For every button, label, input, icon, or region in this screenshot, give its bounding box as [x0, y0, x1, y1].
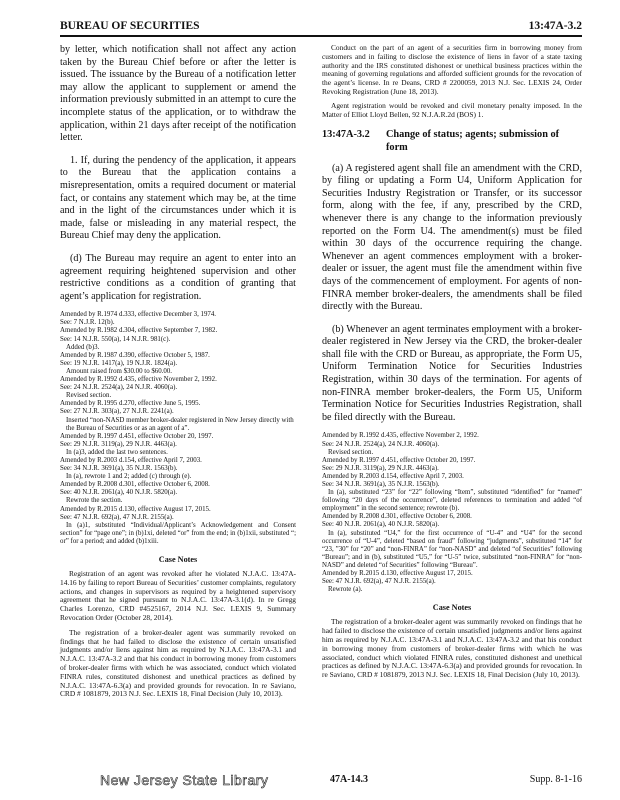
- running-header: [60, 14, 582, 37]
- history-line: In (a)1, substituted “Individual/Applicant’s Acknowledgement and Consent section” for “page one”; in (b)1xi, deleted “or” from the end; in (b)1xii, substituted “; or” for a period; and added (b)1xiii.: [60, 521, 296, 545]
- history-line: Amended by R.1974 d.333, effective December 3, 1974.: [60, 311, 217, 319]
- history-line: Rewrote (a).: [328, 586, 363, 594]
- right-column: [322, 44, 582, 680]
- history-line: See: 40 N.J.R. 2061(a), 40 N.J.R. 5820(a).: [322, 521, 440, 529]
- history-notes-right: [322, 432, 582, 594]
- case-note: Conduct on the part of an agent of a securities firm in borrowing money from customers and in failing to disclose the existence of liens in favor of a state taxing authority and the IRS constituted dishonest or unethical business practices within the meaning of governing regulations and afforded sufficient grounds for the revocation of the agent’s license. In re Deans, CRD # 2200059, 2013 N.J. Sec. LEXIS 24, Order Revoking Registration (June 18, 2013).: [322, 43, 582, 96]
- history-line: See: 27 N.J.R. 303(a), 27 N.J.R. 2241(a).: [60, 408, 174, 416]
- section-heading: [322, 129, 582, 154]
- history-line: In (a), substituted “23” for “22” following “Item”, substituted “identified” for “named” following “20 days of the occurrence”, deleted references to termination and added “of employment” in the second sentence; rewrote (b).: [322, 489, 582, 513]
- case-note: The registration of a broker-dealer agent was summarily revoked on findings that he had failed to disclose the existence of certain unsatisfied judgments and/or liens against him as required by N.J.A.C. 13:47A-3.1 and N.J.A.C. 13:47A-3.2 and that his conduct in borrowing money from customers of broker-dealer firms with which he was associated, conduct which violated FINRA rules, constituted dishonest and unethical practices as defined by N.J.A.C. 13:47A-6.3(a) and provided grounds for revocation. In re Saviano, CRD # 1081879, 2013 N.J. Sec. LEXIS 18, Final Decision (July 10, 2013).: [322, 617, 582, 680]
- paragraph-d: (d) The Bureau may require an agent to enter into an agreement requiring heightened supervision and other restrictive conditions as a condition of granting that agent’s application for registration.: [60, 252, 296, 302]
- case-notes-heading: Case Notes: [158, 555, 198, 564]
- case-notes-heading: Case Notes: [432, 603, 472, 613]
- history-line: Amended by R.2003 d.154, effective April 7, 2003.: [322, 472, 464, 480]
- paragraph-continuation: by letter, which notification shall not affect any action taken by the Bureau Chief before or after the letter is issued. The issuance by the Bureau of a notification letter may allow the applicant to supplement or amend the information previously submitted in an attempt to cure the incomplete status of the application, or to withdraw the application, within 21 days after receipt of the notification letter.: [60, 44, 296, 144]
- history-line: See: 47 N.J.R. 692(a), 47 N.J.R. 2155(a).: [60, 513, 174, 521]
- history-line: Revised section.: [328, 448, 374, 456]
- history-line: Amended by R.2015 d.130, effective August 17, 2015.: [60, 505, 211, 513]
- history-line: Amended by R.2008 d.301, effective October 6, 2008.: [60, 481, 210, 489]
- paragraph-c1: 1. If, during the pendency of the application, it appears to the Bureau that the application contains a misrepresentation, omits a required document or material fact, or contains any statement which may be, at the time and in the light of the circumstances under which it is made, false or misleading in any material respect, the Bureau Chief may deny the application.: [60, 154, 296, 242]
- history-line: Amount raised from $30.00 to $60.00.: [66, 367, 173, 375]
- page-footer: [60, 772, 582, 788]
- history-line: See: 29 N.J.R. 3119(a), 29 N.J.R. 4463(a).: [322, 464, 439, 472]
- header-chapter-title: BUREAU OF SECURITIES: [60, 20, 200, 32]
- left-column: [60, 44, 296, 699]
- section-number: 13:47A-3.2: [322, 129, 370, 141]
- history-line: Amended by R.1997 d.451, effective October 20, 1997.: [60, 432, 214, 440]
- history-line: Rewrote the section.: [66, 497, 123, 505]
- history-line: In (a), substituted “U4,” for the first occurrence of “U-4” and “U4” for the second occurrence of “U-4”, deleted “based on fraud” following “judgments”, substituted “14” for “23, ”30” for “20” and “non-FINRA” for “non-NASD” and deleted “of Securities” following “Bureau”; and in (b), substituted “U5,” for “U-5” twice, substituted “non-FINRA” for “non-NASD” and deleted “of Securities” following “Bureau”.: [322, 529, 582, 569]
- case-note: Registration of an agent was revoked after he violated N.J.A.C. 13:47A-14.16 by failing to report Bureau of Securities’ customer complaints, regulatory actions, and changes in supervisors as required by a heightened supervisory agreement that he signed pursuant to N.J.A.C. 13:47A-3.1(d). In re Gregg Charles Lorenzo, CRD #4525167, 2014 N.J. Sec. LEXIS 9, Summary Revocation Order (October 28, 2014).: [60, 569, 296, 622]
- paragraph-b: (b) Whenever an agent terminates employment with a broker-dealer registered in New Jersey via the CRD, the broker-dealer shall file with the CRD or Bureau, as appropriate, the Form U5, Uniform Termination Notice for Securities Industries Registration, within 30 days of the termination. For agents of non-FINRA member broker-dealers, the Form U5, Uniform Termination Notice for Securities Industries Registration, shall be filed directly with the Bureau.: [322, 323, 582, 423]
- history-line: Amended by R.1982 d.304, effective September 7, 1982.: [60, 327, 218, 335]
- header-section-number: 13:47A-3.2: [528, 20, 582, 32]
- history-line: Amended by R.1992 d.435, effective November 2, 1992.: [322, 432, 479, 440]
- history-line: See: 7 N.J.R. 12(b).: [60, 319, 115, 327]
- history-line: See: 34 N.J.R. 3691(a), 35 N.J.R. 1563(b).: [60, 465, 178, 473]
- library-watermark: New Jersey State Library: [100, 772, 269, 788]
- history-line: See: 19 N.J.R. 1417(a), 19 N.J.R. 1824(a).: [60, 359, 178, 367]
- history-line: See: 24 N.J.R. 2524(a), 24 N.J.R. 4060(a).: [322, 440, 440, 448]
- case-note: The registration of a broker-dealer agent was summarily revoked on findings that he had failed to disclose the existence of certain unsatisfied judgments and/or liens against him as required by N.J.A.C. 13:47A-3.1 and N.J.A.C. 13:47A-3.2 and that his conduct in borrowing money from customers of broker-dealer firms with which he was associated, conduct which violated FINRA rules, constituted dishonest and unethical practices as defined by N.J.A.C. 13:47A-6.3(a) and provided grounds for revocation. In re Saviano, CRD # 1081879, 2013 N.J. Sec. LEXIS 18, Final Decision (July 10, 2013).: [60, 627, 296, 699]
- history-line: Amended by R.1995 d.270, effective June 5, 1995.: [60, 400, 201, 408]
- history-line: In (a)3, added the last two sentences.: [66, 448, 168, 456]
- history-line: In (a), rewrote 1 and 2; added (c) through (e).: [66, 473, 192, 481]
- paragraph-a: (a) A registered agent shall file an amendment with the CRD, by filing or updating a Form U4, Uniform Application for Securities Industry Registration or Transfer, or its successor form, along with the fee, if any, prescribed by the CRD, whenever there is any change to the information previously reported on the Form U4. The amendment(s) must be filed within 30 days of the occurrence requiring the change. Whenever an agent commences employment with a broker-dealer or issuer, the agent must file the amendment within five days of the commencement of employment. For agents of non-FINRA member broker-dealers, the amendments shall be filed directly with the Bureau.: [322, 162, 582, 313]
- history-line: Amended by R.2008 d.301, effective October 6, 2008.: [322, 513, 472, 521]
- section-title: Change of status; agents; submission of form: [386, 129, 560, 153]
- history-line: Amended by R.1992 d.435, effective November 2, 1992.: [60, 376, 217, 384]
- history-line: Amended by R.1997 d.451, effective October 20, 1997.: [322, 456, 476, 464]
- page-number: 47A-14.3: [330, 774, 369, 785]
- history-line: See: 14 N.J.R. 550(a), 14 N.J.R. 981(c).: [60, 335, 171, 343]
- history-line: Amended by R.1987 d.390, effective October 5, 1987.: [60, 351, 210, 359]
- history-line: See: 34 N.J.R. 3691(a), 35 N.J.R. 1563(b).: [322, 481, 440, 488]
- history-line: Added (b)3.: [66, 343, 100, 351]
- history-line: See: 29 N.J.R. 3119(a), 29 N.J.R. 4463(a).: [60, 440, 177, 448]
- history-line: Revised section.: [66, 392, 112, 400]
- history-line: Amended by R.2015 d.130, effective August 17, 2015.: [322, 570, 473, 578]
- supplement-date: Supp. 8-1-16: [529, 774, 582, 785]
- case-note: Agent registration would be revoked and civil monetary penalty imposed. In the Matter of Elliot Lloyd Bellen, 92 N.J.A.R.2d (BOS) 1.: [322, 100, 582, 119]
- history-line: See: 40 N.J.R. 2061(a), 40 N.J.R. 5820(a).: [60, 489, 178, 497]
- history-line: Inserted “non-NASD member broker-dealer registered in New Jersey directly with the Bureau of Securities or as an agent of a”.: [66, 416, 294, 432]
- history-line: Amended by R.2003 d.154, effective April 7, 2003.: [60, 456, 202, 464]
- history-line: See: 47 N.J.R. 692(a), 47 N.J.R. 2155(a).: [322, 578, 436, 586]
- history-line: See: 24 N.J.R. 2524(a), 24 N.J.R. 4060(a).: [60, 384, 178, 392]
- history-notes-left: [60, 311, 296, 546]
